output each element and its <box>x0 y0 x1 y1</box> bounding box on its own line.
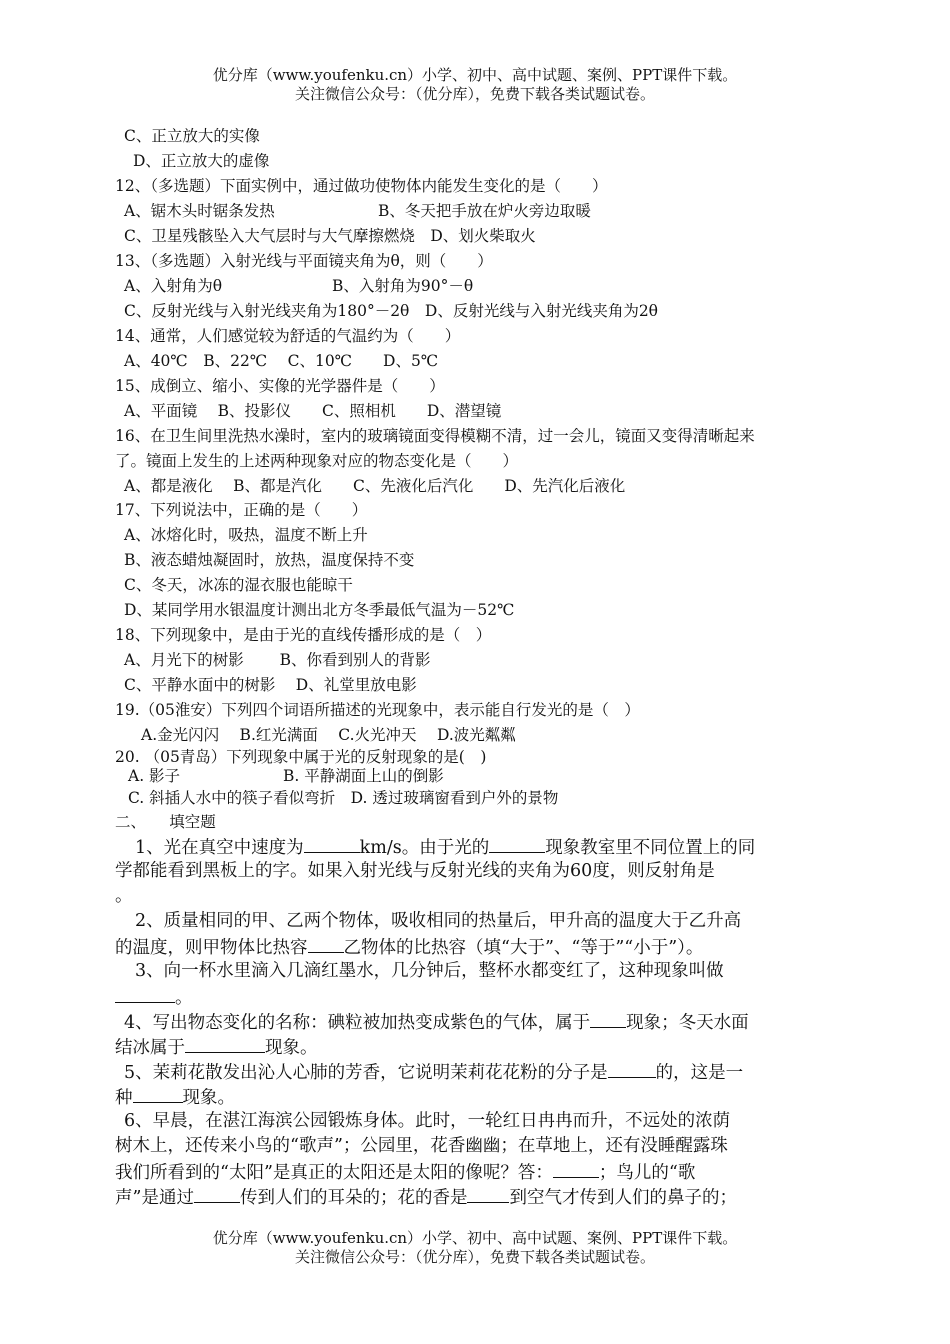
fill-q6-line-2: 树木上，还传来小鸟的“歌声”；公园里，花香幽幽；在草地上，还有没睡醒露珠 <box>115 1136 728 1156</box>
q12-option-b: B、冬天把手放在炉火旁边取暖 <box>378 202 591 220</box>
q13-option-a: A、入射角为θ <box>124 277 223 295</box>
fill-q2-text-b: 乙物体的比热容（填“大于”、“等于”“小于”）。 <box>343 938 704 958</box>
q17-option-d: D、某同学用水银温度计测出北方冬季最低气温为－52℃ <box>124 601 515 619</box>
page-footer-line-2: 关注微信公众号：（优分库），免费下载各类试题试卷。 <box>294 1248 655 1266</box>
fill-q6-line-1: 6、早晨，在湛江海滨公园锻炼身体。此时，一轮红日冉冉而升，不远处的浓荫 <box>124 1111 731 1131</box>
page-header-line-1: 优分库（www.youfenku.cn）小学、初中、高中试题、案例、PPT课件下载。 <box>212 66 738 84</box>
q17-option-a: A、冰熔化时，吸热，温度不断上升 <box>124 526 368 544</box>
fill-q4-text-d: 现象。 <box>265 1038 318 1058</box>
q13-options-cd: C、反射光线与入射光线夹角为180°－2θ D、反射光线与入射光线夹角为2θ <box>124 302 659 320</box>
fill-q6-line-4 <box>115 1184 737 1210</box>
q20-option-a: A. 影子 <box>128 767 181 785</box>
fill-q1-line-1 <box>135 834 755 860</box>
q18-options-cd: C、平静水面中的树影 D、礼堂里放电影 <box>124 676 417 694</box>
fill-q5-text-c: 种 <box>115 1088 133 1108</box>
fill-q5-line-1 <box>124 1059 743 1085</box>
section-title-fill-in: 二、 填空题 <box>115 813 216 831</box>
page-header-line-2: 关注微信公众号：（优分库），免费下载各类试题试卷。 <box>294 85 655 103</box>
page-footer-line-1: 优分库（www.youfenku.cn）小学、初中、高中试题、案例、PPT课件下载。 <box>212 1229 738 1247</box>
fill-q1-text-c: 现象教室里不同位置上的同 <box>545 838 756 858</box>
fill-q3-line-2 <box>115 984 193 1010</box>
q20-stem: 20. （05青岛）下列现象中属于光的反射现象的是( ) <box>115 748 487 766</box>
q20-option-b: B. 平静湖面上山的倒影 <box>283 767 444 785</box>
fill-q3-line-1: 3、向一杯水里滴入几滴红墨水，几分钟后，整杯水都变红了，这种现象叫做 <box>135 961 724 981</box>
q12-options-cd: C、卫星残骸坠入大气层时与大气摩擦燃烧 D、划火柴取火 <box>124 227 536 245</box>
fill-q5-text-b: 的，这是一 <box>655 1063 744 1083</box>
q12-option-a: A、锯木头时锯条发热 <box>124 202 275 220</box>
fill-q3-text-end: 。 <box>175 988 193 1008</box>
fill-q4-text-c: 结冰属于 <box>115 1038 185 1058</box>
q19-options: A.金光闪闪 B.红光满面 C.火光冲天 D.波光粼粼 <box>141 726 516 744</box>
fill-q1-line-2: 学都能看到黑板上的字。如果入射光线与反射光线的夹角为60度，则反射角是 <box>115 861 715 881</box>
fill-q4-line-1 <box>124 1009 749 1035</box>
answer-blank[interactable] <box>115 984 175 1003</box>
answer-blank[interactable] <box>185 1034 265 1053</box>
answer-blank[interactable] <box>608 1059 656 1078</box>
answer-blank[interactable] <box>308 934 344 953</box>
q15-stem: 15、成倒立、缩小、实像的光学器件是（ ） <box>115 377 445 395</box>
q11-option-d: D、正立放大的虚像 <box>133 152 270 170</box>
q11-option-c: C、正立放大的实像 <box>124 127 260 145</box>
fill-q4-text-a: 4、写出物态变化的名称：碘粒被加热变成紫色的气体，属于 <box>124 1013 591 1033</box>
q18-stem: 18、下列现象中，是由于光的直线传播形成的是（ ） <box>115 626 492 644</box>
q14-options: A、40℃ B、22℃ C、10℃ D、5℃ <box>124 352 439 370</box>
fill-q2-text-a: 的温度，则甲物体比热容 <box>115 938 308 958</box>
q14-stem: 14、通常，人们感觉较为舒适的气温约为（ ） <box>115 327 461 345</box>
q16-stem-line-1: 16、在卫生间里洗热水澡时，室内的玻璃镜面变得模糊不清，过一会儿，镜面又变得清晰起来 <box>115 427 755 445</box>
fill-q6-line-3 <box>115 1159 695 1185</box>
q13-stem: 13、（多选题）入射光线与平面镜夹角为θ，则（ ） <box>115 252 493 270</box>
answer-blank[interactable] <box>194 1184 240 1203</box>
answer-blank[interactable] <box>304 834 360 853</box>
answer-blank[interactable] <box>133 1084 183 1103</box>
answer-blank[interactable] <box>489 834 545 853</box>
q13-option-b: B、入射角为90°－θ <box>332 277 474 295</box>
q16-stem-line-2: 了。镜面上发生的上述两种现象对应的物态变化是（ ） <box>115 452 519 470</box>
q12-stem: 12、（多选题）下面实例中，通过做功使物体内能发生变化的是（ ） <box>115 177 608 195</box>
q18-options-ab: A、月光下的树影 B、你看到别人的背影 <box>124 651 431 669</box>
answer-blank[interactable] <box>553 1159 599 1178</box>
q20-options-cd: C. 斜插人水中的筷子看似弯折 D. 透过玻璃窗看到户外的景物 <box>128 789 559 807</box>
fill-q6-text-c: 声”是通过 <box>115 1188 194 1208</box>
q17-option-b: B、液态蜡烛凝固时，放热，温度保持不变 <box>124 551 415 569</box>
fill-q2-line-2 <box>115 934 703 960</box>
fill-q5-text-d: 现象。 <box>182 1088 235 1108</box>
fill-q5-text-a: 5、茉莉花散发出沁人心肺的芳香，它说明茉莉花花粉的分子是 <box>124 1063 608 1083</box>
q16-options: A、都是液化 B、都是汽化 C、先液化后汽化 D、先汽化后液化 <box>124 477 626 495</box>
q19-stem: 19.（05淮安）下列四个词语所描述的光现象中，表示能自行发光的是（ ） <box>115 701 640 719</box>
fill-q6-text-a: 我们所看到的“太阳”是真正的太阳还是太阳的像呢？答： <box>115 1163 553 1183</box>
fill-q6-text-b: ；鸟儿的“歌 <box>598 1163 696 1183</box>
fill-q4-text-b: 现象；冬天水面 <box>626 1013 749 1033</box>
answer-blank[interactable] <box>467 1184 509 1203</box>
fill-q4-line-2 <box>115 1034 318 1060</box>
q17-option-c: C、冬天，冰冻的湿衣服也能晾干 <box>124 576 353 594</box>
fill-q6-text-e: 到空气才传到人们的鼻子的； <box>509 1188 737 1208</box>
fill-q2-line-1: 2、质量相同的甲、乙两个物体，吸收相同的热量后，甲升高的温度大于乙升高 <box>135 911 742 931</box>
fill-q6-text-d: 传到人们的耳朵的；花的香是 <box>239 1188 468 1208</box>
fill-q1-text-b: km/s。由于光的 <box>359 838 490 858</box>
fill-q1-line-3: 。 <box>115 886 133 906</box>
q15-options: A、平面镜 B、投影仪 C、照相机 D、潜望镜 <box>124 402 502 420</box>
fill-q1-text-a: 1、光在真空中速度为 <box>135 838 304 858</box>
q17-stem: 17、下列说法中，正确的是（ ） <box>115 501 368 519</box>
answer-blank[interactable] <box>590 1009 626 1028</box>
fill-q5-line-2 <box>115 1084 235 1110</box>
